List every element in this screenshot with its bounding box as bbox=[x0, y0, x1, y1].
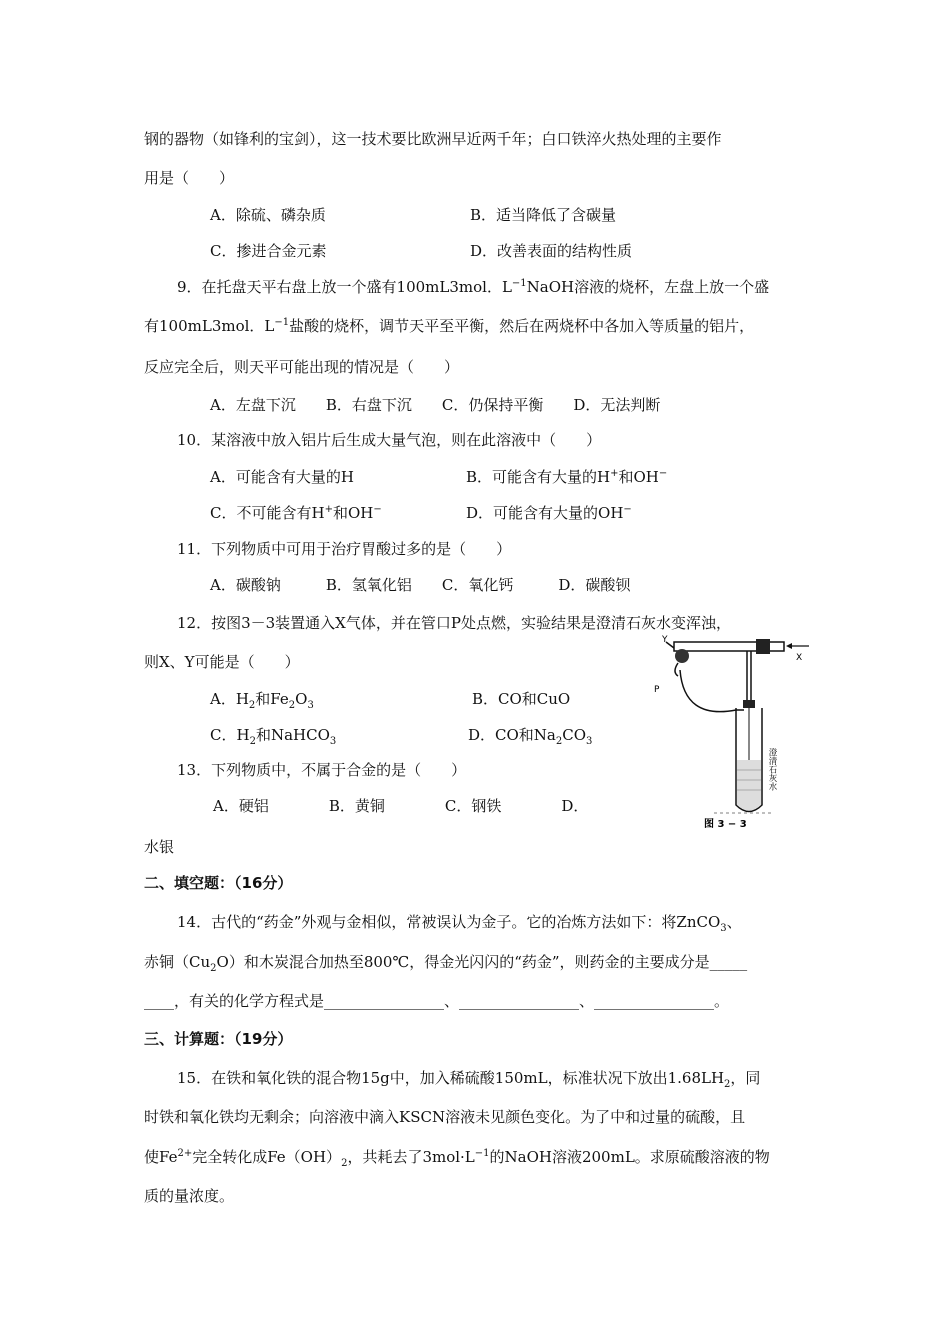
option-b: B．适当降低了含碳量 bbox=[470, 206, 617, 224]
label-p: P bbox=[654, 685, 660, 695]
options-row: A．左盘下沉 B．右盘下沉 C．仍保持平衡 D．无法判断 bbox=[210, 396, 661, 414]
text-line: 有100mL3mol．$L^{-1}$盐酸的烧杯，调节天平至平衡，然后在两烧杯中各加入等质量的铝片， bbox=[144, 317, 755, 335]
heated-bulb bbox=[675, 649, 689, 663]
apparatus-figure bbox=[644, 630, 814, 830]
label-y: Y bbox=[662, 635, 668, 645]
figure-caption: 图 3 − 3 bbox=[704, 819, 747, 830]
limewater bbox=[737, 760, 761, 811]
question-10: 10．某溶液中放入铝片后生成大量气泡，则在此溶液中（ ） bbox=[177, 431, 602, 449]
text-line: 则X、Y可能是（ ） bbox=[144, 653, 300, 671]
label-limewater: 澄清石灰水 bbox=[767, 748, 777, 791]
option-c: C．$H_2$和NaHCO$_3$ bbox=[210, 726, 337, 747]
option-b: B．可能含有大量的H+和OH− bbox=[466, 468, 668, 486]
option-a: A．$H_2$和$Fe_2O_3$ bbox=[210, 690, 314, 711]
question-12: 12．按图3－3装置通入X气体，并在管口P处点燃，实验结果是澄清石灰水变浑浊， bbox=[177, 614, 731, 632]
options-row: A．碳酸钠 B．氢氧化铝 C．氧化钙 D．碳酸钡 bbox=[210, 576, 631, 594]
stopper bbox=[756, 639, 770, 654]
options-row: A．硬铝 B．黄铜 C．钢铁 D． bbox=[213, 797, 589, 815]
question-9: 9．在托盘天平右盘上放一个盛有100mL3mol．$L^{-1}NaOH$溶液的烧杯，左盘上放一个盛 bbox=[177, 278, 770, 296]
option-a: A．可能含有大量的H bbox=[210, 468, 354, 486]
question-15: 15．在铁和氧化铁的混合物15g中，加入稀硫酸150mL，标准状况下放出$1.68LH_2$，同 bbox=[177, 1069, 761, 1090]
label-x: X bbox=[796, 653, 803, 663]
text-line: 钢的器物（如锋利的宝剑），这一技术要比欧洲早近两千年；白口铁淬火热处理的主要作 bbox=[144, 130, 722, 148]
option-d: D．改善表面的结构性质 bbox=[470, 242, 633, 260]
option-c: C．掺进合金元素 bbox=[210, 242, 327, 260]
text-line: 使$Fe^{2+}$完全转化成$Fe(OH)_2$，共耗去了$3mol\cdot L^{-1}$的NaOH溶液200mL。求原硫酸溶液的物 bbox=[144, 1148, 770, 1169]
option-d: D．可能含有大量的OH− bbox=[466, 504, 632, 522]
text-line: 质的量浓度。 bbox=[144, 1187, 235, 1205]
question-14: 14．古代的“药金”外观与金相似，常被误认为金子。它的冶炼方法如下：将ZnCO$_3$、 bbox=[177, 913, 742, 934]
question-13: 13．下列物质中，不属于合金的是（ ） bbox=[177, 761, 467, 779]
text-line: 时铁和氧化铁均无剩余；向溶液中滴入KSCN溶液未见颜色变化。为了中和过量的硫酸，且 bbox=[144, 1108, 746, 1126]
section-heading: 三、计算题：（19分） bbox=[144, 1030, 293, 1048]
question-11: 11．下列物质中可用于治疗胃酸过多的是（ ） bbox=[177, 540, 512, 558]
option-b: B．CO和CuO bbox=[472, 690, 571, 708]
text-line: ____，有关的化学方程式是________________、________________、________________。 bbox=[144, 992, 730, 1010]
section-heading: 二、填空题：（16分） bbox=[144, 874, 293, 892]
text-line: 赤铜$(Cu_2O)$和木炭混合加热至800℃，得金光闪闪的“药金”，则药金的主要成分是_____ bbox=[144, 953, 748, 974]
text-line: 用是（ ） bbox=[144, 169, 235, 187]
option-c: C．不可能含有H+和OH− bbox=[210, 504, 382, 522]
text-line: 反应完全后，则天平可能出现的情况是（ ） bbox=[144, 358, 460, 376]
option-a: A．除硫、磷杂质 bbox=[210, 206, 326, 224]
text-line: 水银 bbox=[144, 838, 175, 856]
delivery-tube bbox=[680, 670, 744, 712]
option-d: D．CO和$Na_2CO_3$ bbox=[468, 726, 593, 747]
